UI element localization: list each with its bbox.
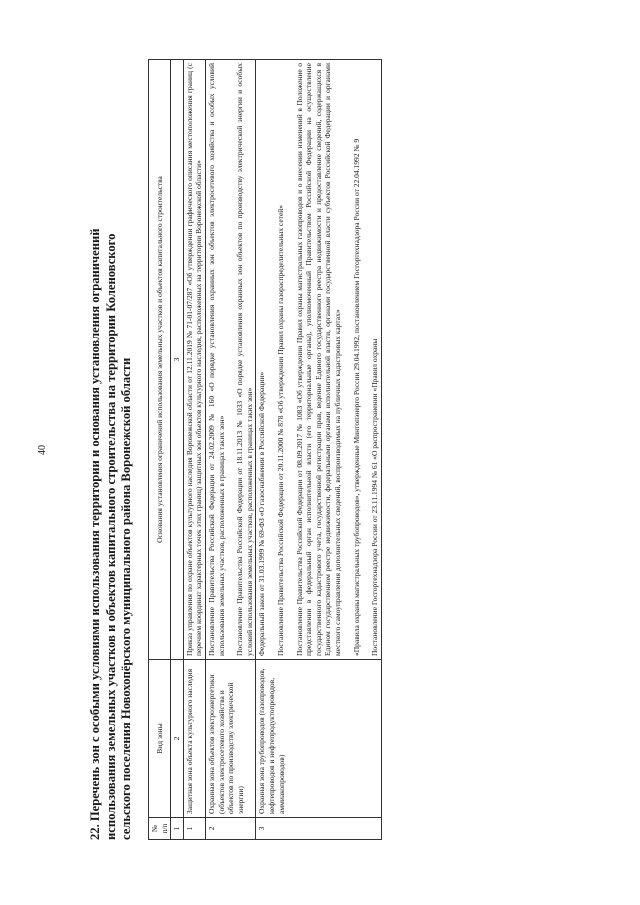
basis-paragraph: Постановление Правительства Российской Федерации от 18.11.2013 № 1033 «О порядке установления охранных зон объектов по производству электрической энергии и особых условий использования земельных участков, расположенных в границах таких зон» [235, 63, 254, 656]
basis-paragraph: Приказ управления по охране объектов культурного наследия Воронежской области от 12.11.2019 № 71-01-07/287 «Об утверждении графического описания местоположения границ (с перечнем координат характерных точек этих границ) защитных зон объектов культурного наследия, расположенных на территории Воронежской области» [184, 63, 204, 656]
header-basis: Основания установления ограничений использования земельных участков и объектов капитального строительства [149, 60, 171, 660]
basis-paragraph: «Правила охраны магистральных трубопроводов», утвержденные Минтопэнерго России 29.04.1992, постановлением Госгортехнадзора России от 22.04.1992 № 9 [351, 138, 361, 656]
table-row [205, 60, 255, 840]
basis-cell [183, 60, 205, 660]
title-line-3: сельского поселения Новохопёрского муниципального района Воронежской области [119, 357, 133, 840]
column-number-1: 1 [171, 818, 184, 840]
title-line-1: 22. Перечень зон с особыми условиями использования территории и основания установления ограничений [88, 228, 102, 840]
table-header-row [149, 60, 171, 840]
table-row [183, 60, 205, 840]
zone-type-cell: Охранная зона объектов электроэнергетики (объектов электросетевого хозяйства и объектов по производству электрической энергии) [205, 660, 255, 818]
zone-type-cell: Защитная зона объекта культурного наследия [183, 660, 205, 818]
basis-paragraph: Постановление Госгортехнадзора России от 23.11.1994 № 61 «О распространении «Правил охраны [370, 338, 380, 656]
row-number: 2 [205, 818, 255, 840]
page-number: 40 [37, 445, 48, 455]
basis-cell [256, 60, 381, 660]
row-number: 1 [183, 818, 205, 840]
basis-paragraph: Постановление Правительства Российской Федерации от 08.09.2017 № 1083 «Об утверждении Правил охраны магистральных газопроводов и о внесении изменений в Положение о представлении в федеральный орган исполнительной власти (его территориальные органы), уполномоченный Правительством Российской Федерации на осуществление государственного кадастрового учета, государственной регистрации прав, ведение Единого государственного реестра недвижимости и предоставление сведений, содержащихся в Едином государственном реестре недвижимости, федеральными органами исполнительной власти, органами государственной власти субъектов Российской Федерации и органами местного самоуправления дополнительных сведений, воспроизводимых на публичных кадастровых картах» [294, 63, 342, 656]
table-column-numbers-row [171, 60, 184, 840]
zones-table [148, 59, 382, 840]
document-title [88, 60, 135, 840]
column-number-2: 2 [171, 660, 184, 818]
header-zone-type: Вид зоны [149, 660, 171, 818]
basis-paragraph: Федеральный закон от 31.03.1999 № 69-ФЗ «О газоснабжении в Российской Федерации» [257, 371, 267, 656]
title-line-2: использования земельных участков и объектов капитального строительства на территории Коленовского [103, 233, 118, 840]
rotated-page-content [30, 20, 625, 880]
basis-paragraph: Постановление Правительства Российской Федерации от 20.11.2000 № 878 «Об утверждении Правил охраны газораспределительных сетей» [275, 204, 285, 656]
header-number: № п/п [149, 818, 171, 840]
row-number: 3 [256, 818, 381, 840]
basis-paragraph: Постановление Правительства Российской Федерации от 24.02.2009 № 160 «О порядке установления охранных зон объектов электросетевого хозяйства и особых условий использования земельных участков, расположенных в границах таких зон» [206, 63, 226, 656]
table-row [256, 60, 381, 840]
zone-type-cell: Охранная зона трубопроводов (газопроводов, нефтепроводов и нефтепродуктопроводов, аммиакопроводов) [256, 660, 381, 818]
column-number-3: 3 [171, 60, 184, 660]
basis-cell [205, 60, 255, 660]
